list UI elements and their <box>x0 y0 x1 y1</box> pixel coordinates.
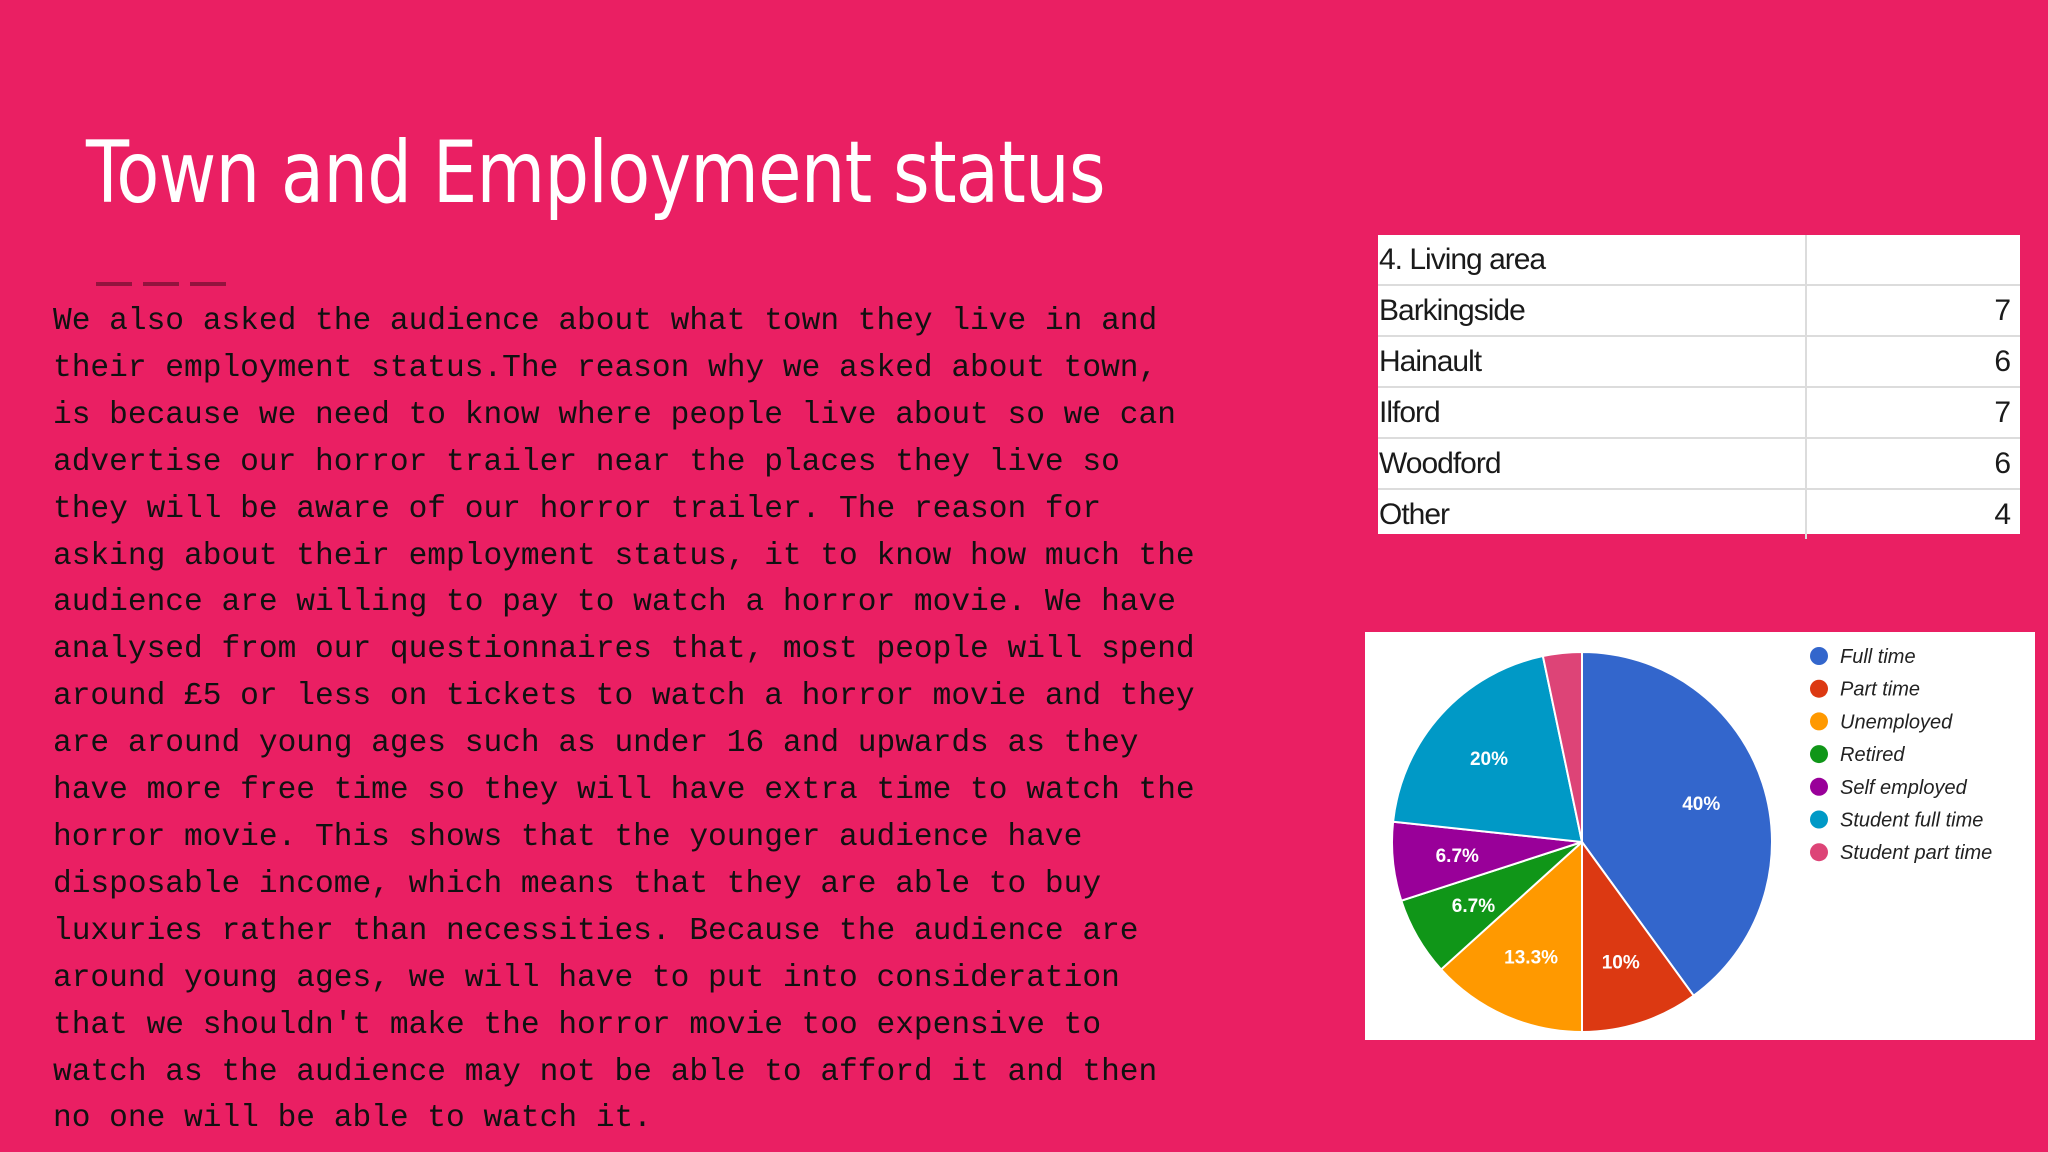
legend-entry: Student full time <box>1840 809 1984 832</box>
table-row <box>1378 489 2020 539</box>
body-line: luxuries rather than necessities. Because the audience are <box>53 913 1139 949</box>
table-row <box>1378 336 2020 387</box>
pie-slice-label: 6.7% <box>1435 845 1479 867</box>
title-accent-dashes <box>96 282 226 286</box>
body-line: audience are willing to pay to watch a horror movie. We have <box>53 585 1176 621</box>
legend-entry: Full time <box>1840 646 1916 668</box>
table-row <box>1378 438 2020 489</box>
legend-entry: Part time <box>1840 678 1921 701</box>
area-count-cell: 6 <box>1806 438 2020 489</box>
pie-slice-label: 13.3% <box>1504 947 1559 969</box>
legend-swatch <box>1810 647 1828 665</box>
area-name-cell: Barkingside <box>1378 285 1806 336</box>
body-line: asking about their employment status, it to know how much the <box>53 538 1195 574</box>
body-line: have more free time so they will have extra time to watch the <box>53 773 1195 809</box>
body-paragraph <box>53 299 1343 1143</box>
employment-pie-chart <box>1365 632 2035 1040</box>
legend-swatch <box>1810 811 1828 829</box>
legend-entry: Student part time <box>1840 842 1993 865</box>
body-line: their employment status.The reason why we asked about town, <box>53 350 1158 386</box>
area-count-cell: 7 <box>1806 387 2020 438</box>
table-header-value <box>1806 235 2020 285</box>
legend-swatch <box>1810 680 1828 698</box>
body-line: are around young ages such as under 16 and upwards as they <box>53 726 1139 762</box>
slide-title: Town and Employment status <box>86 123 1105 223</box>
body-line: analysed from our questionnaires that, most people will spend <box>53 632 1195 668</box>
pie-slice-label: 40% <box>1682 794 1721 816</box>
table-header-row <box>1378 235 2020 285</box>
legend-swatch <box>1810 745 1828 763</box>
area-name-cell: Woodford <box>1378 438 1806 489</box>
area-count-cell: 7 <box>1806 285 2020 336</box>
pie-slice-label: 20% <box>1469 748 1509 770</box>
area-name-cell: Ilford <box>1378 387 1806 438</box>
legend-swatch <box>1810 712 1828 730</box>
legend-swatch <box>1810 843 1828 861</box>
area-name-cell: Other <box>1378 489 1806 539</box>
area-count-cell: 4 <box>1994 497 2010 531</box>
body-line: around young ages, we will have to put into consideration <box>53 960 1120 996</box>
table-header-label: 4. Living area <box>1378 235 1806 285</box>
body-line: they will be aware of our horror trailer. The reason for <box>53 491 1102 527</box>
body-line: no one will be able to watch it. <box>53 1101 652 1137</box>
body-line: advertise our horror trailer near the places they live so <box>53 444 1120 480</box>
table-row <box>1378 285 2020 336</box>
table-row <box>1378 387 2020 438</box>
area-name-cell: Hainault <box>1378 336 1806 387</box>
body-line: disposable income, which means that they are able to buy <box>53 866 1102 902</box>
body-line: that we shouldn't make the horror movie too expensive to <box>53 1007 1102 1043</box>
legend-entry: Retired <box>1840 744 1905 767</box>
pie-slice-label: 10% <box>1601 952 1640 974</box>
legend-swatch <box>1810 778 1828 796</box>
living-area-table <box>1378 235 2020 534</box>
pie-chart-svg <box>1365 632 2035 1040</box>
area-count-cell: 6 <box>1806 336 2020 387</box>
body-line: watch as the audience may not be able to afford it and then <box>53 1054 1158 1090</box>
legend-entry: Self employed <box>1840 776 1967 799</box>
body-line: around £5 or less on tickets to watch a horror movie and they <box>53 679 1195 715</box>
body-line: horror movie. This shows that the younger audience have <box>53 819 1083 855</box>
pie-slice-label: 6.7% <box>1451 895 1496 917</box>
body-line: We also asked the audience about what town they live in and <box>53 304 1158 339</box>
body-line: is because we need to know where people live about so we can <box>53 397 1176 433</box>
legend-entry: Unemployed <box>1840 711 1953 734</box>
